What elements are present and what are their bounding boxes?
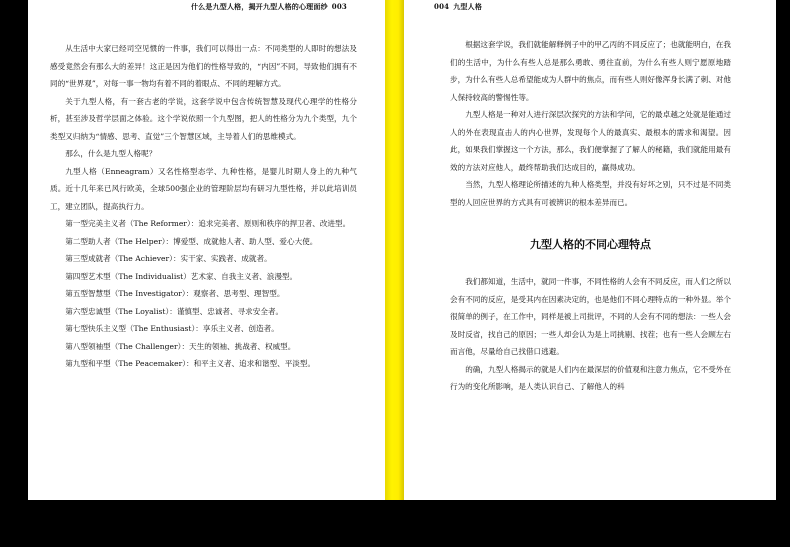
paragraph: 的确，九型人格揭示的就是人们内在最深层的价值观和注意力焦点，它不受外在行为的变化所影响，是人类认识自己、了解他人的科 (450, 364, 731, 391)
right-page-number: 004 (434, 2, 450, 11)
paragraph: 第七型快乐主义型（The Enthusiast）：享乐主义者、创造者。 (65, 324, 279, 333)
paragraph: 第六型忠诚型（The Loyalist）：谨慎型、忠诚者、寻求安全者。 (65, 306, 284, 316)
right-header-title: 九型人格 (453, 2, 483, 11)
paragraph: 第五型智慧型（The Investigator）：观察者、思考型、理智型。 (65, 289, 285, 298)
paragraph: 第九型和平型（The Peacemaker）：和平主义者、追求和谐型、平淡型。 (65, 359, 316, 368)
paragraph: 第三型成就者（The Achiever）：实干家、实践者、成就者。 (65, 254, 272, 263)
paragraph: 第二型助人者（The Helper）：博爱型、成就他人者、助人型、爱心大使。 (65, 236, 318, 246)
left-page (28, 0, 385, 500)
paragraph: 第八型领袖型（The Challenger）：天生的领袖、挑战者、权威型。 (65, 341, 296, 351)
paragraph: 根据这套学说，我们就能解释例子中的甲乙丙的不同反应了；也就能明白，在我们的生活中，为什么有些人总是那么勇敢、勇往直前，为什么有些人则宁愿原地踏步，为什么有些人总希望能成为人群中的焦点，而有些人则好像浑身长满了刺、对他人保持较高的警惕性等。 (450, 40, 731, 102)
book-spine (385, 0, 404, 500)
paragraph: 第一型完美主义者（The Reformer）：追求完美者、原则和秩序的捍卫者、改进型。 (65, 219, 351, 228)
right-page-body (450, 36, 731, 396)
left-page-body (50, 40, 357, 373)
section-title: 九型人格的不同心理特点 (530, 238, 651, 251)
right-page-header (430, 2, 482, 12)
left-page-header (191, 2, 351, 12)
paragraph: 关于九型人格，有一套古老的学说，这套学说中包含传统智慧及现代心理学的性格分析，甚至涉及哲学层面之体验。这个学说依照一个九型图，把人的性格分为九个类型，九个类型又归纳为“情感、思考、直觉”三个智慧区域，主导着人们的思维模式。 (50, 96, 357, 141)
paragraph: 九型人格是一种对人进行深层次探究的方法和学问，它的最卓越之处就是能通过人的外在表现直击人的内心世界，发现每个人的最真实、最根本的需求和渴望。因此，如果我们掌握这一个方法，那么，我们便掌握了了解人的秘籍，我们就能用最有效的方法对应他人，最终帮助我们达成目的，赢得成功。 (450, 110, 731, 172)
left-header-title: 什么是九型人格，揭开九型人格的心理面纱 (190, 2, 328, 11)
paragraph: 从生活中大家已经司空见惯的一件事，我们可以得出一点：不同类型的人即时的想法及感受竟然会有那么大的差异！这正是因为他们的性格导致的，“内因”不同，导致他们拥有不同的“世界观”，对每一事一物均有着不同的着眼点、不同的理解方式。 (50, 44, 357, 88)
paragraph: 当然，九型人格理论所描述的九种人格类型，并没有好坏之别，只不过是不同类型的人回应世界的方式具有可被辨识的根本差异而已。 (450, 180, 731, 207)
right-page (404, 0, 776, 500)
paragraph: 那么，什么是九型人格呢？ (65, 149, 157, 158)
paragraph: 九型人格（Enneagram）又名性格型态学、九种性格，是婴儿时期人身上的九种气质。近十几年来已风行欧美，全球500强企业的管理阶层均有研习九型性格，并以此培训员工，建立团队，提高执行力。 (50, 166, 357, 211)
paragraph: 第四型艺术型（The Individualist）艺术家、自我主义者、浪漫型。 (65, 271, 298, 281)
paragraph: 我们都知道，生活中，就同一件事，不同性格的人会有不同反应，而人们之所以会有不同的反应，是受其内在因素决定的，也是他们不同心理特点的一种外显。举个很简单的例子，在工作中，同样是被上司批评，不同的人会有不同的想法：一些人会及时反省，找自己的原因；一些人却会认为是上司挑剔、找茬；也有一些人会顾左右而言他，尽量给自己找借口逃避。 (450, 277, 731, 356)
left-page-number: 003 (331, 2, 347, 11)
